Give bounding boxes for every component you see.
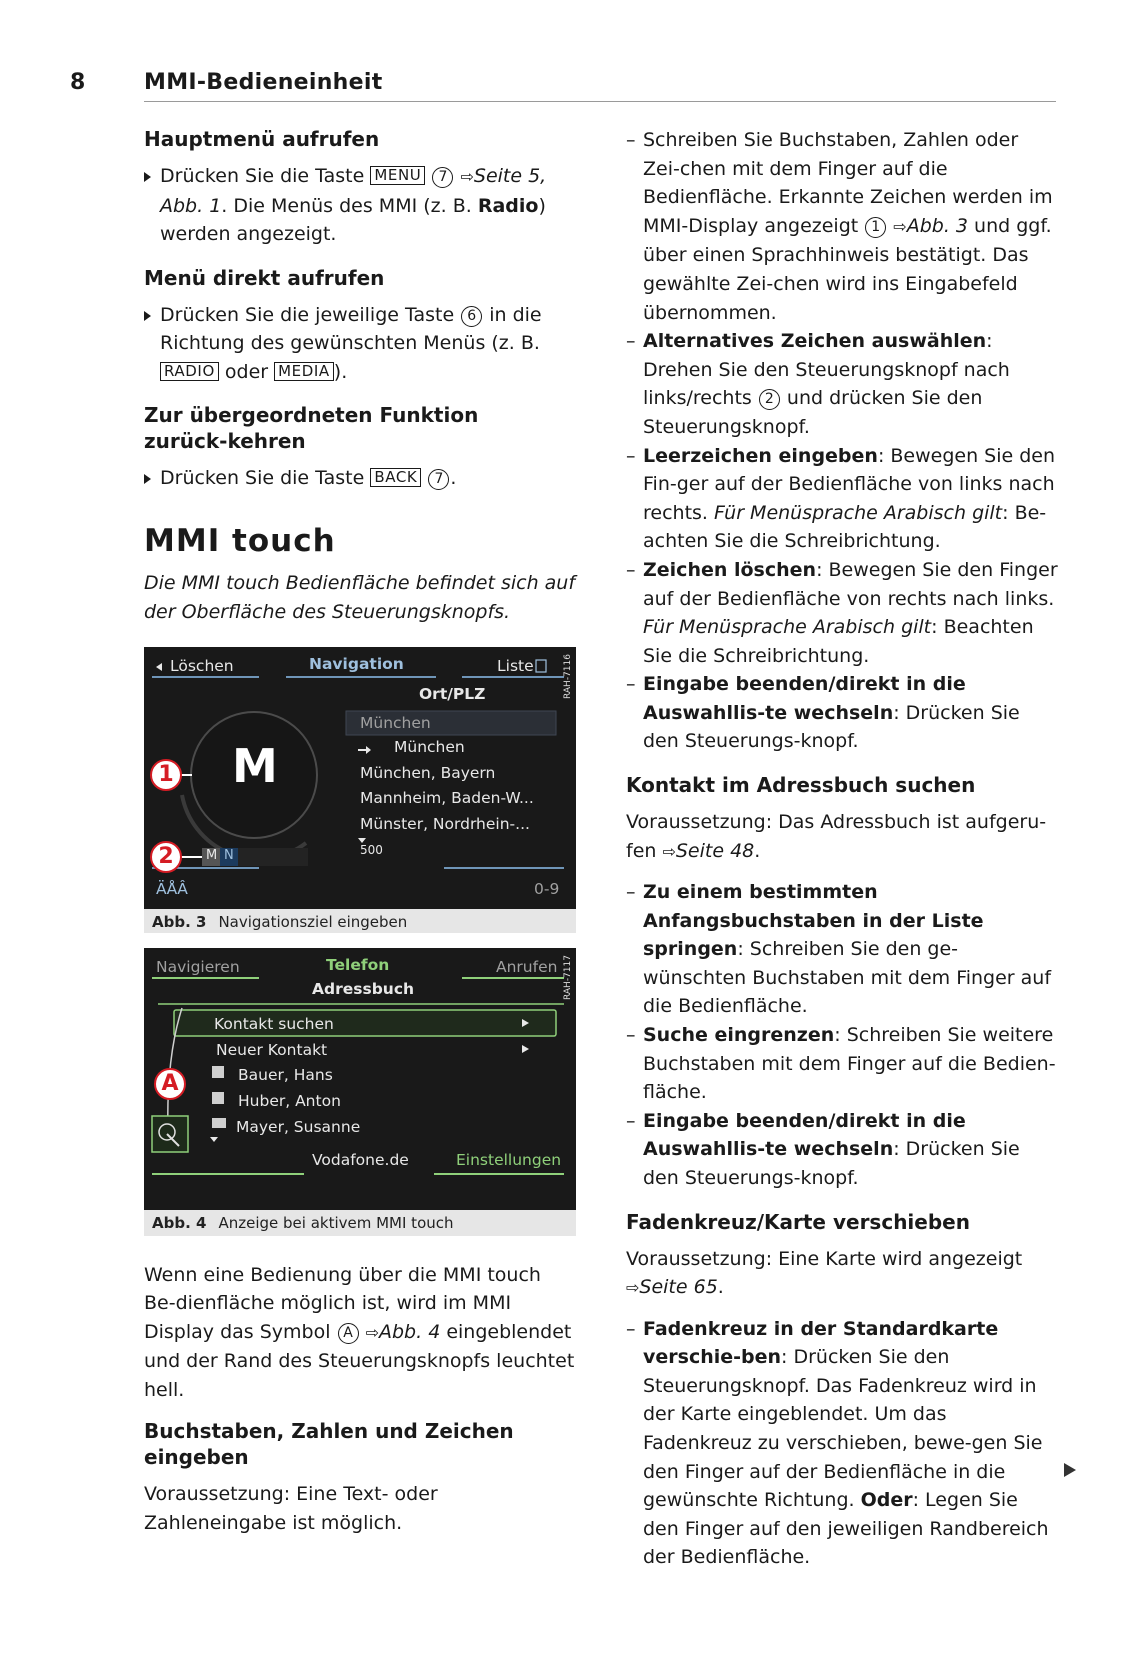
figure-reference[interactable]: Abb. 1 <box>160 194 222 217</box>
section-title: Menü direkt aufrufen <box>144 265 385 290</box>
list-item: – Suche eingrenzen: Schreiben Sie weitere Buchstaben mit dem Finger auf die Bedien-fläche. <box>626 1021 1058 1107</box>
right-column <box>626 126 1058 1572</box>
step-triangle-icon <box>144 474 151 484</box>
figure-caption: Abb. 3 Navigationsziel eingeben <box>152 912 408 931</box>
ref-arrow-icon: ⇨ <box>460 167 474 186</box>
callout-number: 2 <box>759 389 780 410</box>
list-item: – Alternatives Zeichen auswählen: Drehen Sie den Steuerungsknopf nach links/rechts 2 und drücken Sie den Steuerungsknopf. <box>626 327 1058 441</box>
header-title: MMI-Bedieneinheit <box>144 70 383 95</box>
callout-number: 7 <box>428 469 449 490</box>
figure-3 <box>144 647 576 933</box>
callout-a: A <box>154 1068 186 1100</box>
key-label: MENU <box>370 166 425 185</box>
instruction-list <box>626 878 1058 1193</box>
figure-4 <box>144 948 576 1236</box>
recognized-letter: M <box>232 738 278 793</box>
strip-letter: M <box>206 847 218 863</box>
digits-softkey[interactable]: 0-9 <box>534 879 560 898</box>
prerequisite: Voraussetzung: Eine Text- oder Zahleneingabe ist möglich. <box>144 1483 438 1534</box>
list-item[interactable]: München <box>394 737 465 756</box>
section-title: Zur übergeordneten Funktion zurück-kehren <box>144 403 479 453</box>
callout-2: 2 <box>150 841 182 873</box>
network-name: Vodafone.de <box>312 1150 409 1169</box>
list-item[interactable]: Bauer, Hans <box>238 1065 333 1084</box>
instruction-step: Drücken Sie die Taste MENU 7 ⇨Seite 5, Abb. 1. Die Menüs des MMI (z. B. Radio) werden angezeigt. <box>144 162 576 249</box>
figure-caption: Abb. 4 Anzeige bei aktivem MMI touch <box>152 1213 454 1232</box>
intro-text: Die MMI touch Bedienfläche befindet sich auf der Oberfläche des Steuerungsknopfs. <box>144 571 576 623</box>
callout-letter: A <box>338 1323 359 1344</box>
ref-arrow-icon: ⇨ <box>365 1322 379 1342</box>
section-title: Buchstaben, Zahlen und Zeichen eingeben <box>144 1419 514 1469</box>
nav-screen <box>144 647 576 909</box>
figure-reference: Abb. 3 <box>906 214 968 237</box>
list-softkey[interactable]: Liste <box>497 656 534 675</box>
screen-title: Navigation <box>309 654 404 673</box>
list-item[interactable]: Mannheim, Baden-W... <box>360 788 534 807</box>
input-field[interactable]: München <box>360 713 431 732</box>
key-label: RADIO <box>160 362 219 381</box>
section-title: Fadenkreuz/Karte verschieben <box>626 1209 970 1234</box>
section-title: Kontakt im Adressbuch suchen <box>626 773 976 798</box>
list-item: – Zu einem bestimmten Anfangsbuchstaben in der Liste springen: Schreiben Sie den ge-wünschten Buchstaben mit dem Finger auf die Bedienfläche. <box>626 878 1058 1021</box>
callout-number: 7 <box>432 167 453 188</box>
ref-arrow-icon: ⇨ <box>662 841 676 861</box>
paragraph: Wenn eine Bedienung über die MMI touch Be-dienfläche möglich ist, wird im MMI Display das Symbol A ⇨Abb. 4 eingeblendet und der Rand des Steuerungsknopfs leuchtet hell. <box>144 1263 575 1401</box>
key-label: BACK <box>370 468 421 487</box>
page-reference: Seite 65 <box>639 1276 718 1299</box>
step-triangle-icon <box>144 311 151 321</box>
instruction-list <box>626 1315 1058 1572</box>
list-item: – Eingabe beenden/direkt in die Auswahllis-te wechseln: Drücken Sie den Steuerungs-knopf. <box>626 1107 1058 1193</box>
call-softkey[interactable]: Anrufen <box>496 957 558 976</box>
navigate-softkey[interactable]: Navigieren <box>156 957 240 976</box>
prerequisite: Voraussetzung: Das Adressbuch ist aufgeru-fen ⇨Seite 48. <box>626 811 1047 862</box>
page-number: 8 <box>70 70 86 95</box>
list-item[interactable]: Huber, Anton <box>238 1091 341 1110</box>
figure-code: RAH-7116 <box>563 653 573 699</box>
result-count: 500 <box>360 842 383 857</box>
figure-reference: Abb. 4 <box>379 1320 441 1343</box>
list-item[interactable]: München, Bayern <box>360 763 496 782</box>
instruction-step: Drücken Sie die jeweilige Taste 6 in die Richtung des gewünschten Menüs (z. B. RADIO oder MEDIA ). <box>144 301 576 387</box>
list-item: – Eingabe beenden/direkt in die Auswahllis-te wechseln: Drücken Sie den Steuerungs-knopf. <box>626 670 1058 756</box>
list-item: – Fadenkreuz in der Standardkarte verschie-ben: Drücken Sie den Steuerungsknopf. Das Fadenkreuz wird in der Karte eingeblendet. Um das Fadenkreuz zu verschieben, bewe-gen Sie den Finger auf der Bedienfläche in die gewünschte Richtung. Oder: Legen Sie den Finger auf den jeweiligen Randbereich der Bedienfläche. <box>626 1315 1058 1572</box>
callout-number: 6 <box>461 306 482 327</box>
instruction-list <box>626 126 1058 756</box>
list-item[interactable]: Neuer Kontakt <box>216 1040 328 1059</box>
list-item[interactable]: Mayer, Susanne <box>236 1117 361 1136</box>
screen-title: Telefon <box>326 955 390 974</box>
list-item: – Schreiben Sie Buchstaben, Zahlen oder Zei-chen mit dem Finger auf die Bedienfläche. Erkannte Zeichen werden im MMI-Display angezeigt 1 ⇨Abb. 3 und ggf. über einen Sprachhinweis bestätigt. Das gewählte Zei-chen wird ins Eingabefeld übernommen. <box>626 126 1058 327</box>
key-label: MEDIA <box>274 362 334 381</box>
strip-letter: N <box>224 847 234 863</box>
next-page-icon <box>1064 1463 1076 1477</box>
list-item[interactable]: Münster, Nordrhein-... <box>360 814 530 833</box>
instruction-step: Drücken Sie die Taste BACK 7 . <box>144 464 576 493</box>
ref-arrow-icon: ⇨ <box>893 216 907 236</box>
delete-softkey[interactable]: Löschen <box>170 656 234 675</box>
list-item[interactable]: Kontakt suchen <box>214 1014 334 1033</box>
phone-screen <box>144 948 576 1210</box>
callout-1: 1 <box>150 759 182 791</box>
figure-code: RAH-7117 <box>563 954 573 1000</box>
left-column <box>144 126 576 1537</box>
ref-arrow-icon: ⇨ <box>626 1278 640 1298</box>
header-rule <box>144 101 1056 102</box>
section-title: Hauptmenü aufrufen <box>144 127 380 151</box>
chapter-heading: MMI touch <box>144 522 336 559</box>
screen-subtitle: Adressbuch <box>312 979 415 998</box>
list-item: – Leerzeichen eingeben: Bewegen Sie den Fin-ger auf der Bedienfläche von links nach rechts. Für Menüsprache Arabisch gilt: Be-achten Sie die Schreibrichtung. <box>626 442 1058 556</box>
settings-softkey[interactable]: Einstellungen <box>456 1150 562 1169</box>
screen-subtitle: Ort/PLZ <box>419 684 486 703</box>
callout-number: 1 <box>865 217 886 238</box>
step-triangle-icon <box>144 172 151 182</box>
page-reference: Seite 48 <box>675 839 755 862</box>
page-reference[interactable]: Seite 5, <box>473 165 547 187</box>
umlaut-softkey[interactable]: ÄÅÂ <box>156 879 188 898</box>
prerequisite: Voraussetzung: Eine Karte wird angezeigt ⇨Seite 65. <box>626 1247 1023 1299</box>
list-item: – Zeichen löschen: Bewegen Sie den Finger auf der Bedienfläche von rechts nach links. Für Menüsprache Arabisch gilt: Beachten Sie die Schreibrichtung. <box>626 556 1058 670</box>
